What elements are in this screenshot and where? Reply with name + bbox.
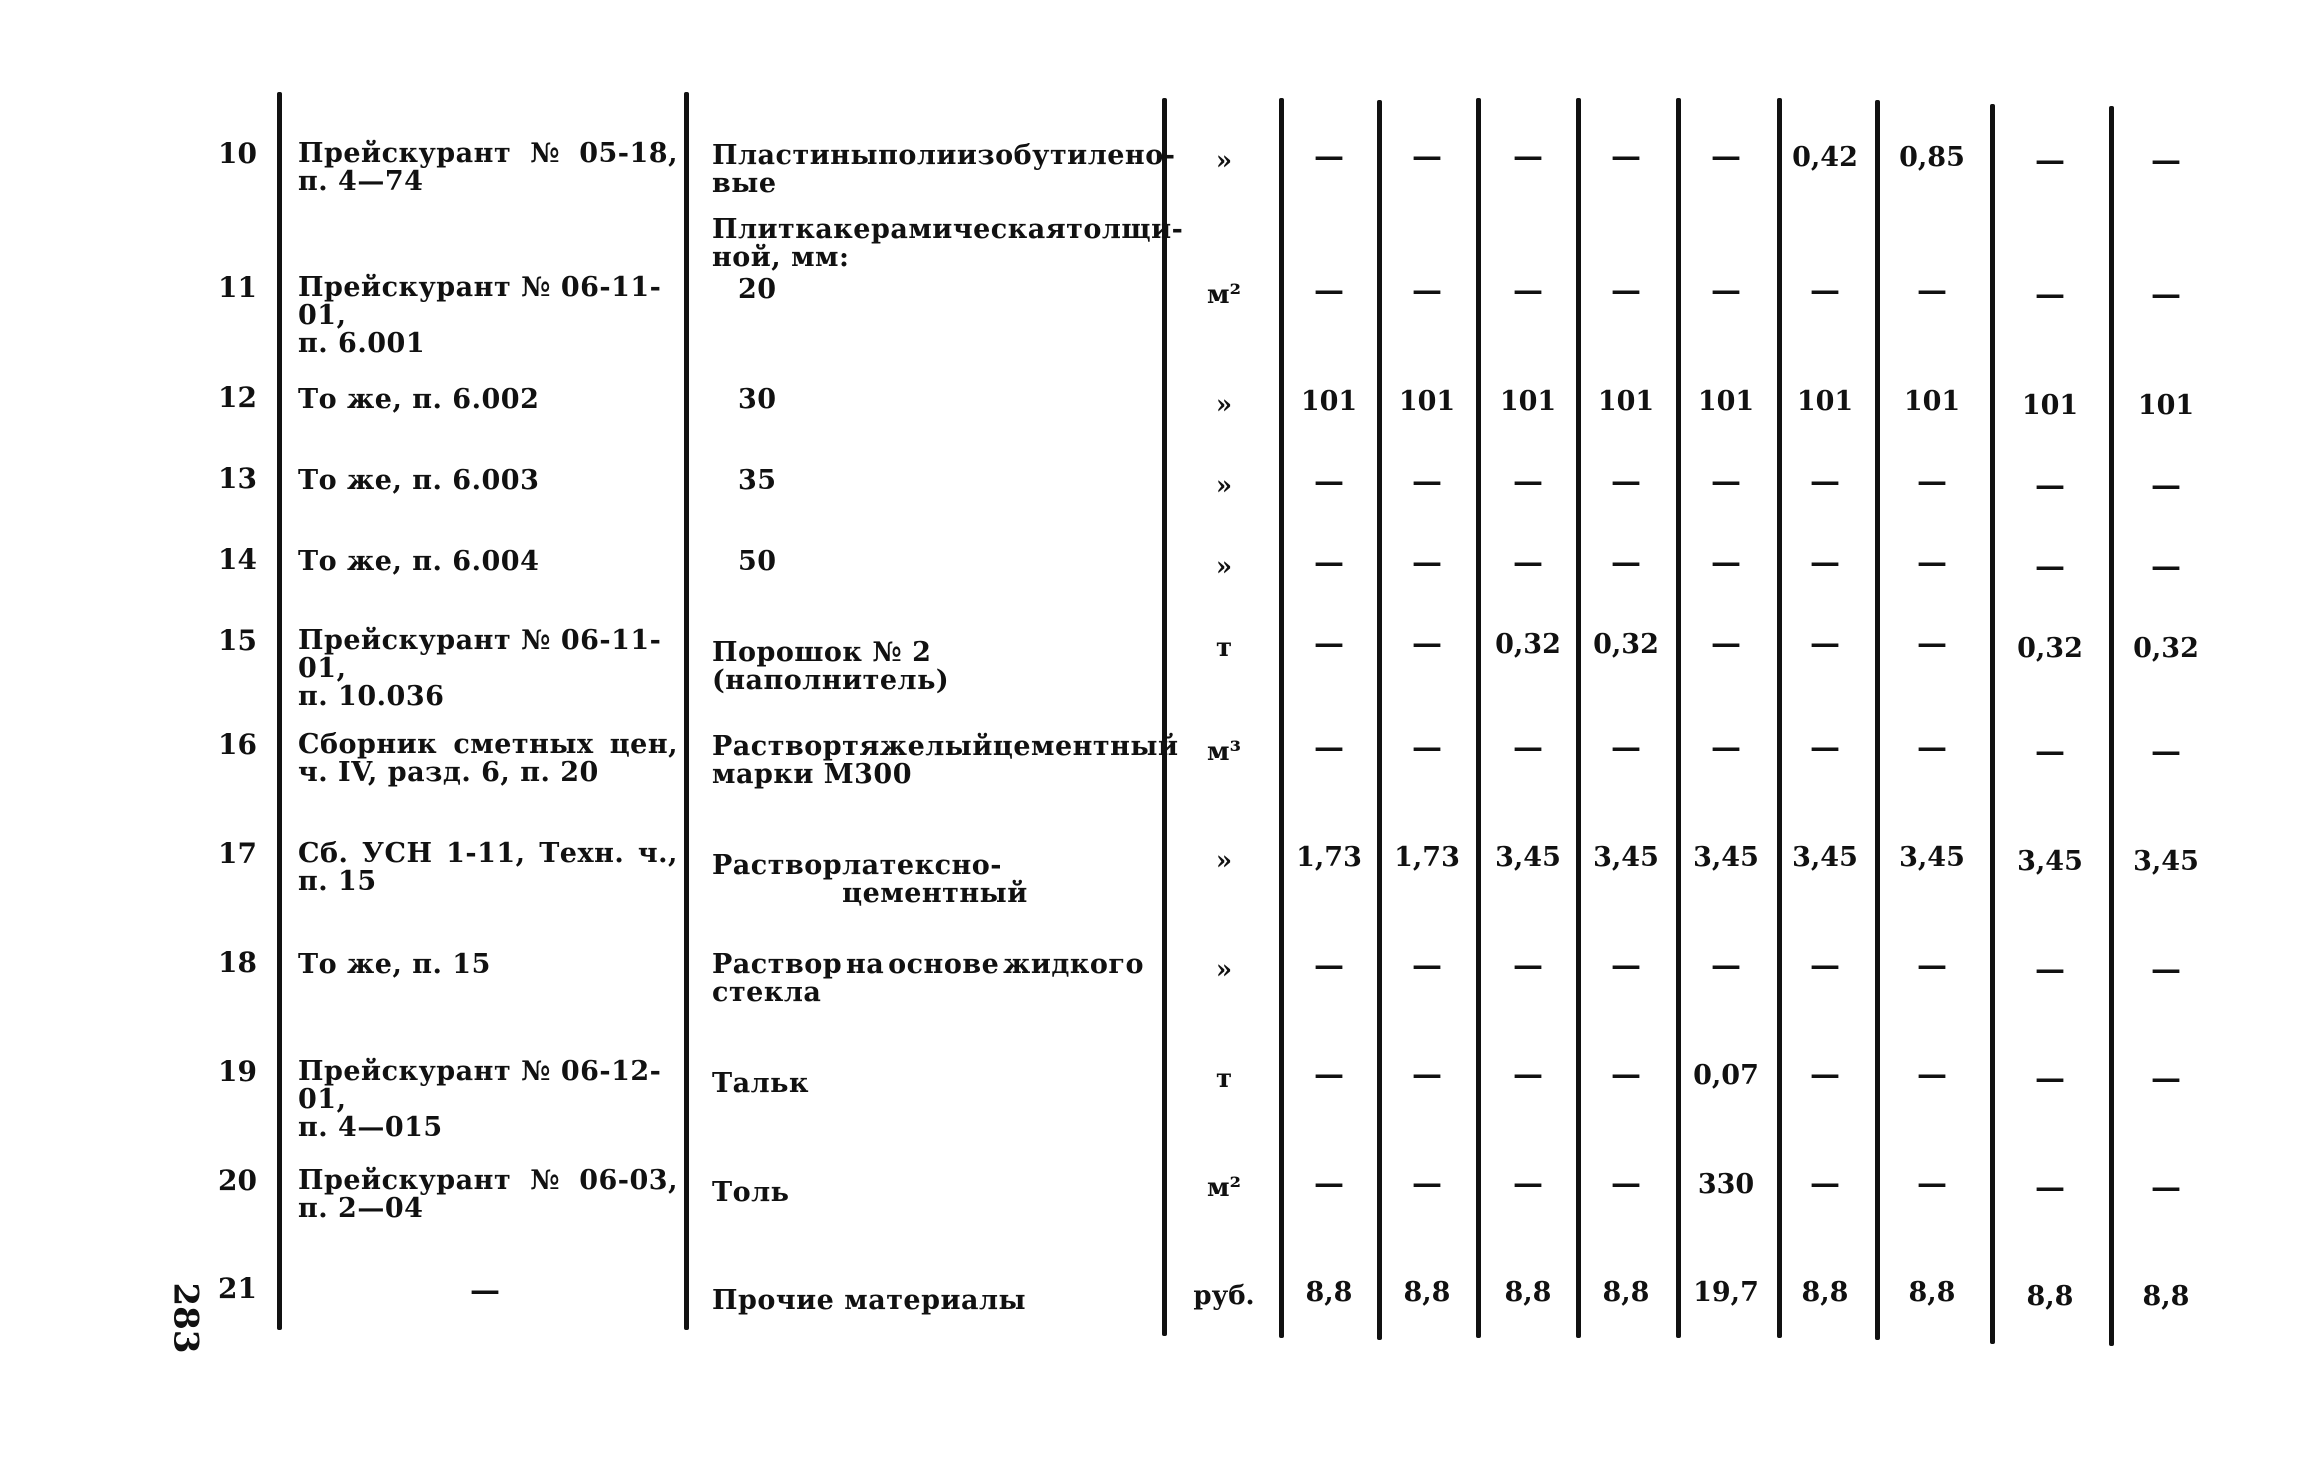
row-number: 20 [218, 1164, 257, 1197]
value-cell: 8,8 [1908, 1277, 1956, 1308]
material-group-header-word: керамическая [833, 214, 1067, 245]
material-name-line: стекла [712, 977, 822, 1008]
value-cell: 330 [1697, 1169, 1755, 1200]
value-cell: — [1412, 948, 1442, 983]
row-number: 14 [218, 543, 257, 576]
price-reference-line: п. 2—04 [298, 1193, 424, 1224]
value-cell: — [1917, 730, 1947, 765]
value-cell: — [1611, 948, 1641, 983]
value-cell: — [2151, 734, 2181, 769]
material-name-line [712, 140, 1176, 171]
price-reference-line: п. 4—74 [298, 166, 424, 197]
price-reference-line: Прейскурант № 06-11-01, [298, 272, 662, 331]
value-cell: 101 [1796, 386, 1854, 417]
material-name [712, 951, 1144, 1007]
price-reference-line: То же, п. 6.003 [298, 465, 540, 496]
material-name [738, 386, 1170, 414]
value-cell: 3,45 [2133, 846, 2199, 877]
value-cell: 101 [1398, 386, 1456, 417]
value-cell: — [2035, 1061, 2065, 1096]
value-cell: — [1412, 139, 1442, 174]
price-reference [298, 951, 678, 979]
row-number: 19 [218, 1055, 257, 1088]
material-group-header-line: ной, мм: [712, 242, 850, 273]
value-cell: 8,8 [2142, 1281, 2190, 1312]
value-cell: 0,85 [1899, 142, 1965, 173]
value-cell: — [1314, 464, 1344, 499]
material-name-word: на [845, 949, 885, 980]
value-cell: — [1611, 139, 1641, 174]
column-rule-value-8-left [1990, 104, 1995, 1344]
price-reference-word: цен, [609, 729, 678, 760]
material-name-line: 30 [738, 384, 777, 415]
price-reference-word: № [530, 138, 561, 169]
material-group-header-word: Плитка [712, 214, 834, 245]
price-reference-word: Прейскурант [298, 1165, 512, 1196]
value-cell: — [1711, 545, 1741, 580]
value-cell: — [2035, 1170, 2065, 1205]
value-cell: — [1810, 545, 1840, 580]
material-name [712, 639, 1144, 695]
price-reference-line: Прейскурант № 06-11-01, [298, 625, 662, 684]
unit-of-measure: » [1215, 146, 1233, 176]
value-cell: — [1314, 948, 1344, 983]
value-cell: — [1611, 730, 1641, 765]
value-cell: — [1917, 545, 1947, 580]
price-reference-line [298, 140, 678, 168]
material-name-line: Тальк [712, 1068, 809, 1099]
value-cell: — [1917, 273, 1947, 308]
material-name-word: латексно-цементный [842, 850, 1028, 909]
price-reference-word: сметных [453, 729, 594, 760]
value-cell: — [1810, 626, 1840, 661]
material-name-word: цементный [992, 731, 1179, 762]
value-cell: — [2035, 734, 2065, 769]
material-name [712, 1179, 1144, 1207]
value-cell: — [1711, 730, 1741, 765]
value-cell: 8,8 [1403, 1277, 1451, 1308]
material-name [712, 1070, 1144, 1098]
value-cell: — [2035, 549, 2065, 584]
value-cell: — [1314, 626, 1344, 661]
value-cell: — [1810, 948, 1840, 983]
value-cell: 0,32 [1593, 629, 1659, 660]
value-cell: — [2035, 952, 2065, 987]
value-cell: 8,8 [2026, 1281, 2074, 1312]
value-cell: — [1917, 464, 1947, 499]
material-name-line: Порошок № 2 (наполнитель) [712, 637, 950, 696]
value-cell: — [2151, 468, 2181, 503]
material-group-header-line [712, 214, 1184, 245]
value-cell: — [1810, 730, 1840, 765]
value-cell: 3,45 [1693, 842, 1759, 873]
material-name-line [712, 951, 1144, 979]
unit-of-measure: руб. [1193, 1281, 1255, 1311]
price-reference-line: ч. IV, разд. 6, п. 20 [298, 757, 599, 788]
material-name-line: Прочие материалы [712, 1285, 1027, 1316]
value-cell: — [1917, 948, 1947, 983]
price-reference-word: ч., [637, 838, 678, 869]
price-reference [298, 1058, 678, 1142]
value-cell: — [1810, 1166, 1840, 1201]
value-cell: — [1314, 545, 1344, 580]
value-cell: — [1611, 545, 1641, 580]
value-cell: 8,8 [1305, 1277, 1353, 1308]
material-name-word: тяжелый [842, 731, 993, 762]
value-cell: — [1513, 948, 1543, 983]
value-cell: — [1412, 464, 1442, 499]
price-reference [298, 840, 678, 896]
price-reference-word: 06-03, [579, 1165, 678, 1196]
value-cell: 0,32 [2133, 633, 2199, 664]
material-group-header-word: толщи- [1066, 214, 1184, 245]
value-cell: 101 [1300, 386, 1358, 417]
row-number: 16 [218, 728, 257, 761]
value-cell: — [1711, 948, 1741, 983]
material-name [738, 467, 1170, 495]
price-reference [298, 1167, 678, 1223]
value-cell: 0,07 [1693, 1060, 1759, 1091]
price-reference-line: п. 6.001 [298, 328, 426, 359]
material-name-word: основе [888, 949, 1000, 980]
material-group-header [712, 214, 1184, 273]
price-reference-line [298, 1167, 678, 1195]
value-cell: 8,8 [1504, 1277, 1552, 1308]
value-cell: — [1513, 273, 1543, 308]
price-reference-line: п. 15 [298, 866, 377, 897]
value-cell: — [1711, 464, 1741, 499]
material-name [712, 852, 1144, 908]
column-rule-ref-left [277, 92, 282, 1330]
price-reference [298, 467, 678, 495]
value-cell: 3,45 [1593, 842, 1659, 873]
value-cell: — [1711, 139, 1741, 174]
value-cell: 101 [1597, 386, 1655, 417]
value-cell: — [2151, 277, 2181, 312]
value-cell: — [1314, 730, 1344, 765]
value-cell: — [1917, 626, 1947, 661]
material-name-line: Толь [712, 1177, 790, 1208]
value-cell: — [1314, 273, 1344, 308]
material-name-word: полиизобутилено- [878, 140, 1176, 171]
value-cell: — [2035, 143, 2065, 178]
value-cell: — [1611, 1057, 1641, 1092]
value-cell: — [1611, 1166, 1641, 1201]
value-cell: — [1412, 1166, 1442, 1201]
price-reference-word: Сб. [298, 838, 349, 869]
price-reference-line: То же, п. 6.002 [298, 384, 540, 415]
value-cell: — [1513, 545, 1543, 580]
row-number: 13 [218, 462, 257, 495]
material-name-line: 50 [738, 546, 777, 577]
value-cell: — [1611, 273, 1641, 308]
row-number: 12 [218, 381, 257, 414]
material-name [712, 140, 1176, 199]
value-cell: — [1314, 1166, 1344, 1201]
price-reference-line [298, 731, 678, 759]
value-cell: — [2035, 468, 2065, 503]
value-cell: — [2151, 1170, 2181, 1205]
price-reference-line: — [470, 1273, 501, 1308]
unit-of-measure: » [1215, 846, 1233, 876]
page-number: 283 [165, 1282, 206, 1354]
price-reference-word: 1-11, [446, 838, 526, 869]
unit-of-measure: » [1215, 390, 1233, 420]
column-rule-material-left [684, 92, 689, 1330]
price-reference [298, 731, 678, 787]
price-reference-word: Техн. [539, 838, 625, 869]
material-name [738, 548, 1170, 576]
value-cell: — [1810, 1057, 1840, 1092]
value-cell: 8,8 [1801, 1277, 1849, 1308]
price-reference-line: То же, п. 6.004 [298, 546, 540, 577]
value-cell: 3,45 [1792, 842, 1858, 873]
row-number: 15 [218, 624, 257, 657]
value-cell: 0,32 [1495, 629, 1561, 660]
material-name-line: 35 [738, 465, 777, 496]
value-cell: — [1810, 273, 1840, 308]
material-name-line: марки М300 [712, 759, 912, 790]
material-name-line: 20 [738, 274, 777, 305]
value-cell: 0,32 [2017, 633, 2083, 664]
price-reference [298, 548, 678, 576]
value-cell: — [1513, 1166, 1543, 1201]
unit-of-measure: м³ [1207, 737, 1241, 767]
material-name-line [712, 852, 1142, 908]
material-name-line [712, 731, 1179, 762]
price-reference-line: То же, п. 15 [298, 949, 491, 980]
unit-of-measure: т [1215, 633, 1233, 663]
price-reference-word: Сборник [298, 729, 438, 760]
value-cell: — [1711, 626, 1741, 661]
value-cell: — [1412, 273, 1442, 308]
value-cell: — [2035, 277, 2065, 312]
value-cell: — [1412, 545, 1442, 580]
price-reference-word: № [530, 1165, 561, 1196]
row-number: 21 [218, 1272, 257, 1305]
value-cell: — [1711, 273, 1741, 308]
value-cell: 101 [1697, 386, 1755, 417]
unit-of-measure: м² [1207, 280, 1241, 310]
value-cell: — [1917, 1057, 1947, 1092]
material-name-word: Раствор [712, 949, 843, 980]
value-cell: 19,7 [1693, 1277, 1759, 1308]
column-rule-value-9-left [2109, 106, 2114, 1346]
price-reference-line: п. 10.036 [298, 681, 445, 712]
price-reference-line: Прейскурант № 06-12-01, [298, 1056, 662, 1115]
unit-of-measure: т [1215, 1064, 1233, 1094]
value-cell: 8,8 [1602, 1277, 1650, 1308]
value-cell: 101 [1499, 386, 1557, 417]
value-cell: — [1513, 1057, 1543, 1092]
value-cell: — [1314, 139, 1344, 174]
price-reference-word: Прейскурант [298, 138, 512, 169]
value-cell: — [2151, 1061, 2181, 1096]
unit-of-measure: » [1215, 552, 1233, 582]
value-cell: — [2151, 549, 2181, 584]
price-reference-word: 05-18, [579, 138, 678, 169]
value-cell: — [1412, 1057, 1442, 1092]
value-cell: — [1513, 139, 1543, 174]
column-rule-value-7-left [1875, 100, 1880, 1340]
row-number: 11 [218, 271, 257, 304]
material-name-word: Раствор [712, 850, 843, 881]
price-reference [298, 386, 678, 414]
row-number: 18 [218, 946, 257, 979]
value-cell: 1,73 [1296, 842, 1362, 873]
price-reference-line [298, 840, 678, 868]
price-reference-line: п. 4—015 [298, 1112, 443, 1143]
value-cell: — [1810, 464, 1840, 499]
row-number: 10 [218, 137, 257, 170]
value-cell: — [1513, 730, 1543, 765]
value-cell: — [1314, 1057, 1344, 1092]
value-cell: 3,45 [2017, 846, 2083, 877]
material-name [712, 1287, 1144, 1315]
value-cell: — [2151, 143, 2181, 178]
material-name-word: Раствор [712, 731, 843, 762]
price-reference-word: УСН [362, 838, 433, 869]
value-cell: — [1513, 464, 1543, 499]
value-cell: 1,73 [1394, 842, 1460, 873]
unit-of-measure: » [1215, 955, 1233, 985]
material-name [712, 731, 1179, 790]
value-cell: — [1412, 626, 1442, 661]
material-name-word: жидкого [1003, 949, 1144, 980]
value-cell: 101 [1903, 386, 1961, 417]
unit-of-measure: » [1215, 471, 1233, 501]
value-cell: 3,45 [1899, 842, 1965, 873]
value-cell: — [1412, 730, 1442, 765]
material-name-word: Пластины [712, 140, 879, 171]
value-cell: 3,45 [1495, 842, 1561, 873]
value-cell: — [1611, 464, 1641, 499]
price-reference [298, 274, 678, 358]
value-cell: 101 [2021, 390, 2079, 421]
price-reference [298, 140, 678, 196]
value-cell: — [2151, 952, 2181, 987]
value-cell: 101 [2137, 390, 2195, 421]
price-reference [298, 627, 678, 711]
row-number: 17 [218, 837, 257, 870]
value-cell: 0,42 [1792, 142, 1858, 173]
unit-of-measure: м² [1207, 1173, 1241, 1203]
material-name [738, 276, 1170, 304]
material-name-line: вые [712, 168, 777, 199]
value-cell: — [1917, 1166, 1947, 1201]
price-reference [298, 1273, 678, 1308]
